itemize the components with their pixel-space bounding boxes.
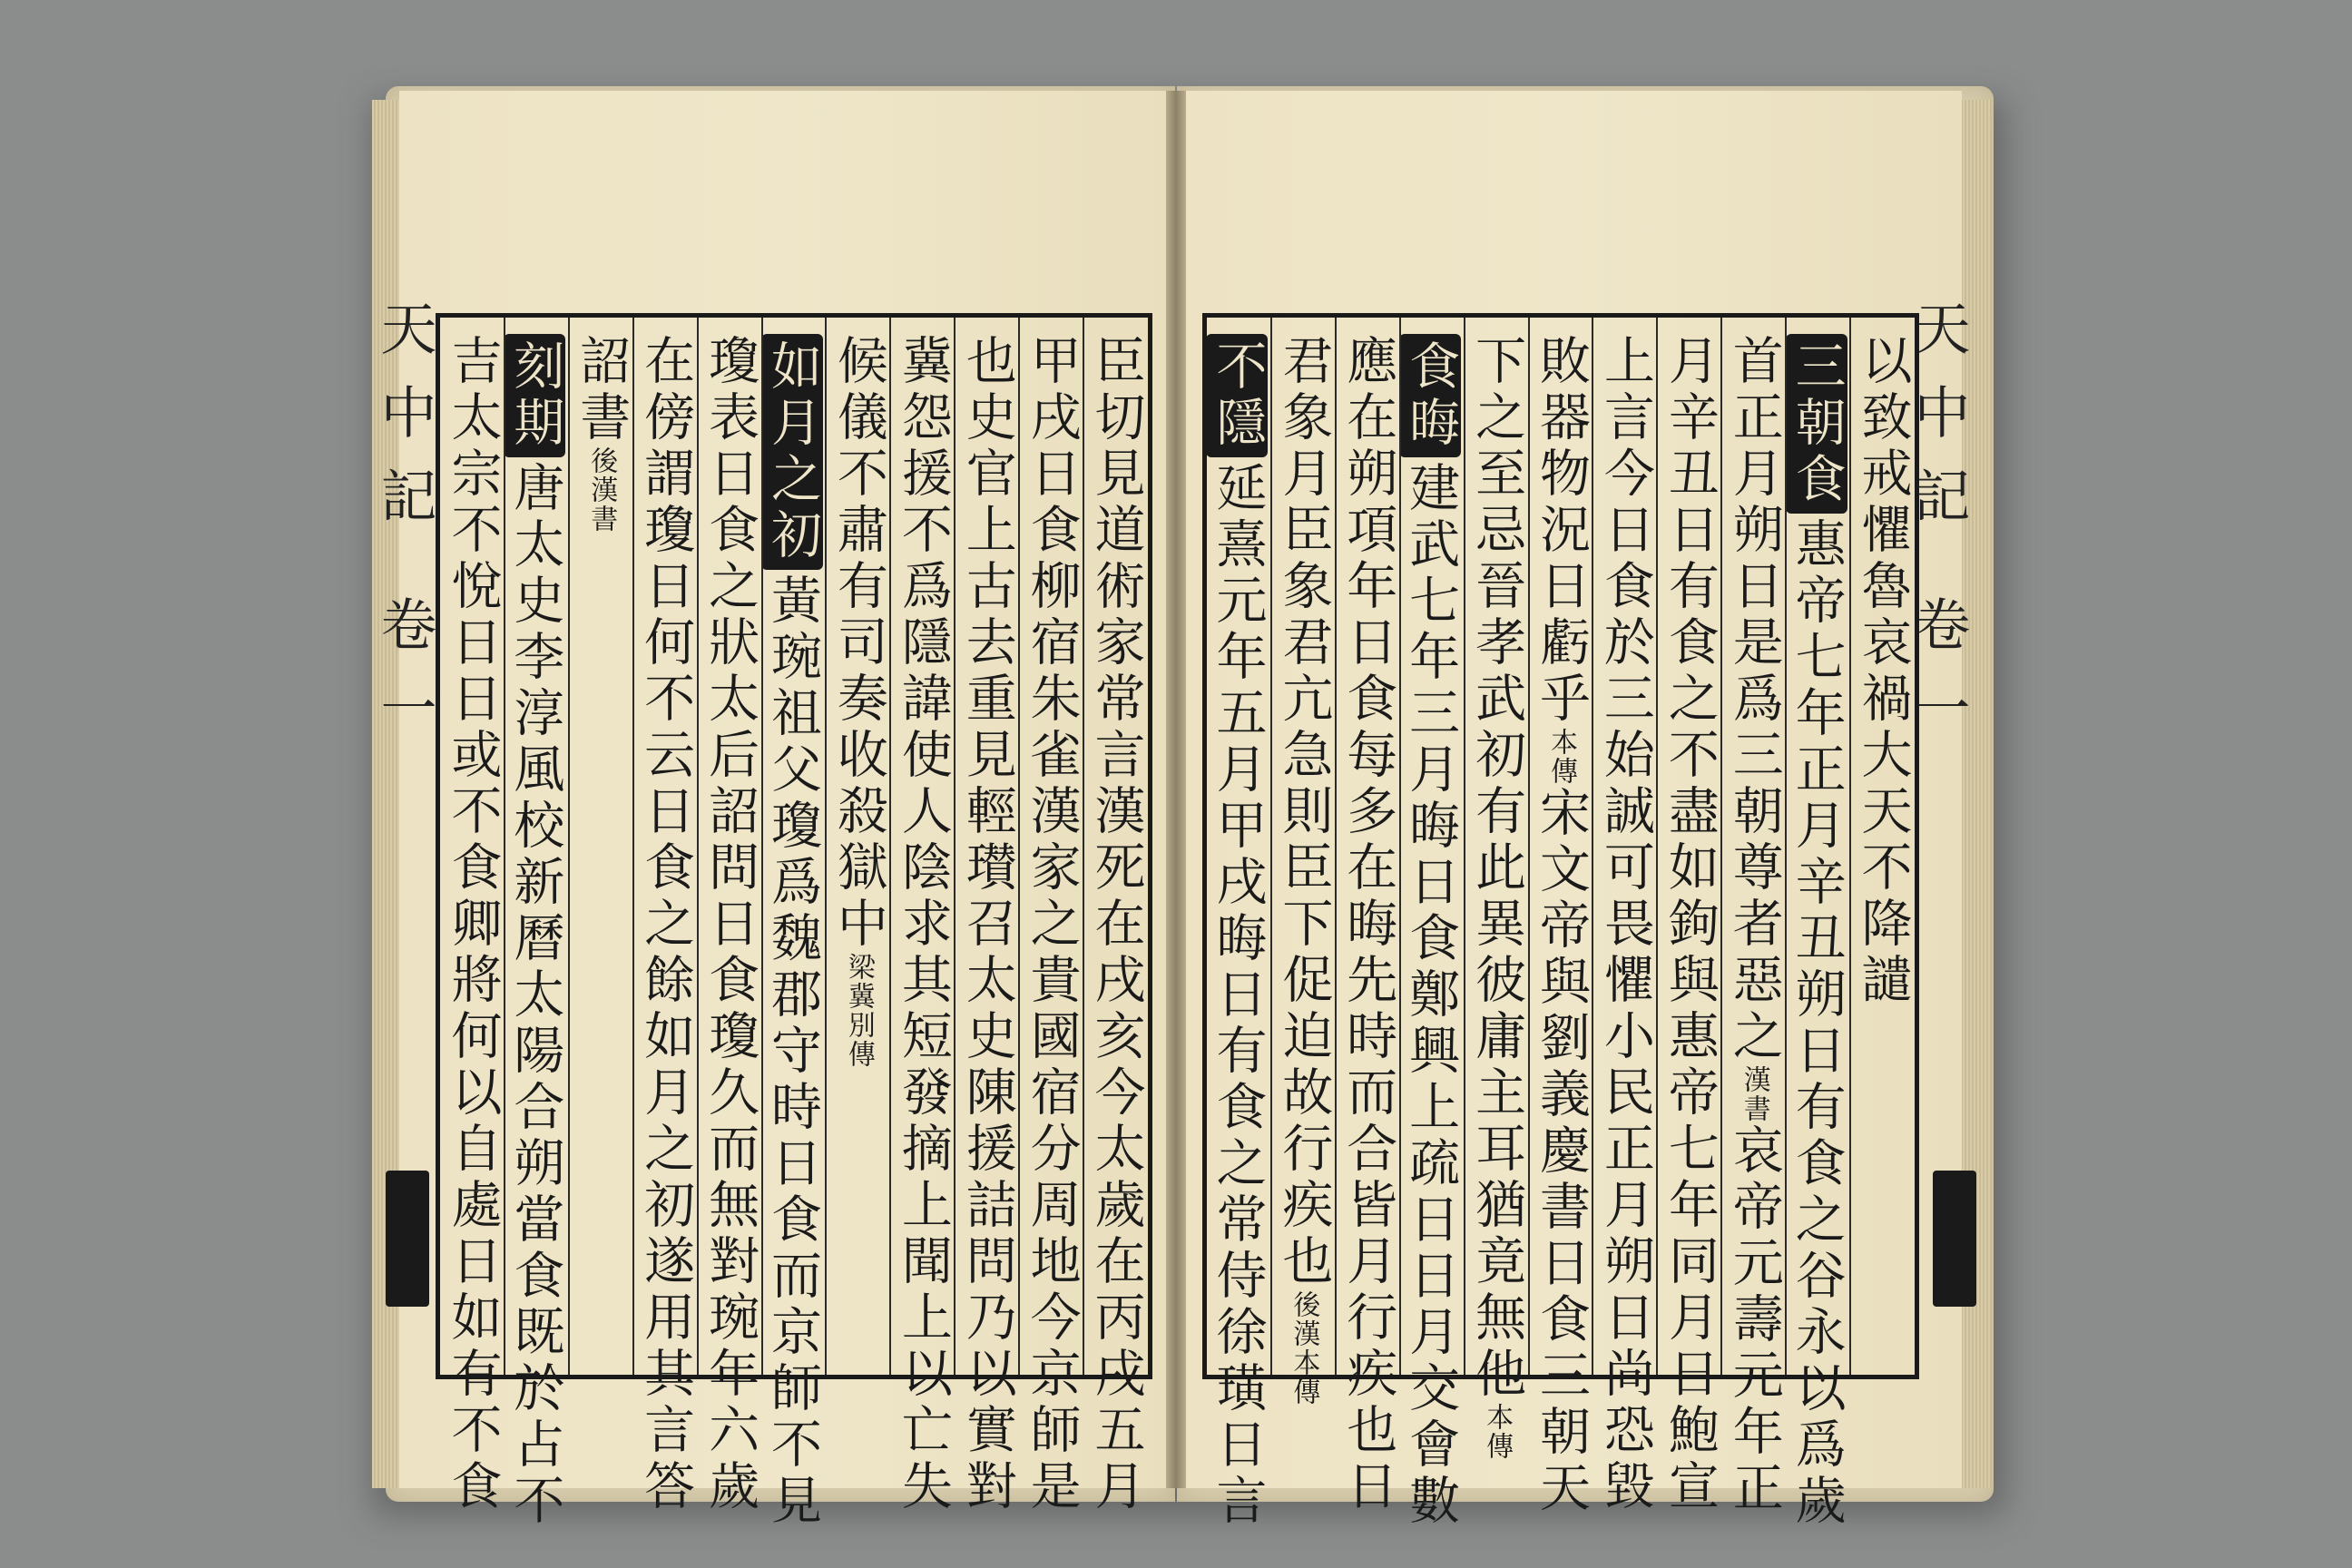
column-text: 黃琬祖父瓊爲魏郡守時日食而京師不見 — [763, 573, 822, 1530]
text-column — [763, 334, 823, 1530]
column-rule — [1270, 318, 1272, 1375]
text-column — [1338, 334, 1398, 1515]
source-note: 梁冀別傳 — [842, 953, 875, 1069]
text-column — [1467, 334, 1527, 1461]
text-column — [1854, 334, 1912, 1359]
heading-tag: 食晦 — [1399, 334, 1461, 457]
column-rule — [568, 318, 570, 1375]
text-column — [1595, 334, 1655, 1515]
text-column — [829, 334, 887, 1359]
column-text: 下之至忌晉孝武初有此異彼庸主耳猶竟無他 — [1467, 334, 1527, 1403]
left-text-frame — [436, 313, 1152, 1530]
book-gutter — [1166, 91, 1186, 1488]
text-column — [1401, 334, 1461, 1530]
column-text: 月辛丑日有食之不盡如鉤與惠帝七年同月日鮑宣 — [1660, 334, 1720, 1515]
column-text: 吉太宗不悅日日或不食卿將何以自處日如有不食 — [443, 334, 503, 1515]
source-note: 後漢書 — [585, 446, 618, 534]
column-text: 首正月朔日是爲三朝尊者惡之 — [1724, 334, 1784, 1065]
column-text: 唐太史李淳風校新曆太陽合朔當食既於占不 — [505, 461, 565, 1530]
column-text: 應在朔項年日食每多在晦先時而合皆月行疾也日 — [1338, 334, 1398, 1515]
text-column — [701, 334, 760, 1515]
column-rule — [1464, 318, 1465, 1375]
column-text: 在傍謂瓊日何不云日食之餘如月之初遂用其言答 — [636, 334, 696, 1515]
text-column — [957, 334, 1017, 1515]
column-text: 敗器物況日虧乎 — [1532, 334, 1591, 728]
heading-tag: 不隱 — [1206, 334, 1268, 457]
column-text: 延熹元年五月甲戌晦日有食之常侍徐璜日言 — [1208, 461, 1268, 1530]
source-note: 漢書 — [1738, 1065, 1770, 1123]
text-column — [443, 334, 503, 1515]
text-column — [1086, 334, 1146, 1515]
source-note: 本傳 — [1481, 1403, 1514, 1461]
left-side-volume-text: 卷一 — [371, 594, 437, 762]
column-text: 建武七年三月晦日食鄭興上疏日日月交會數 — [1401, 461, 1461, 1530]
column-text: 冀怨援不爲隱諱使人陰求其短發摘上聞上以亡失 — [893, 334, 953, 1515]
column-rule — [1335, 318, 1337, 1375]
column-rule — [697, 318, 699, 1375]
source-note: 後漢本傳 — [1288, 1290, 1320, 1406]
text-column — [572, 334, 630, 1359]
column-text-continued: 宋文帝與劉義慶書日食三朝天 — [1532, 786, 1591, 1517]
column-text: 以致戒懼魯哀禍大天不降譴 — [1853, 334, 1913, 1009]
column-rule — [504, 318, 505, 1375]
column-rule — [889, 318, 891, 1375]
column-rule — [761, 318, 763, 1375]
column-text: 瓊表日食之狀太后詔問日食瓊久而無對琬年六歲 — [701, 334, 760, 1515]
column-rule — [1399, 318, 1401, 1375]
column-rule — [1720, 318, 1722, 1375]
column-rule — [1849, 318, 1851, 1375]
text-column — [1532, 334, 1591, 1517]
heading-tag: 三朝食 — [1786, 334, 1847, 514]
column-rule — [1656, 318, 1658, 1375]
column-rule — [1018, 318, 1020, 1375]
text-column — [636, 334, 696, 1515]
text-column — [1724, 334, 1784, 1517]
column-text: 上言今日食於三始誠可畏懼小民正月朔日尚恐毀 — [1595, 334, 1655, 1515]
right-side-volume-text: 卷一 — [1905, 594, 1971, 762]
column-text: 候儀不肅有司奏收殺獄中 — [828, 334, 888, 953]
column-rule — [1528, 318, 1530, 1375]
column-rule — [825, 318, 827, 1375]
source-note: 本傳 — [1545, 728, 1577, 786]
column-rule — [1785, 318, 1787, 1375]
column-text: 也史官上古去重見輕瓉召太史陳援詰問乃以實對 — [957, 334, 1017, 1515]
column-text: 甲戌日食柳宿朱雀漢家之貴國宿分周地今京師是 — [1022, 334, 1082, 1515]
text-column — [1208, 334, 1268, 1530]
text-column — [1787, 334, 1847, 1530]
column-rule — [1083, 318, 1084, 1375]
text-column — [1022, 334, 1082, 1515]
column-rule — [632, 318, 634, 1375]
column-text: 臣切見道術家常言漢死在戌亥今太歲在丙戌五月 — [1086, 334, 1146, 1515]
right-text-frame — [1202, 313, 1919, 1530]
left-side-title-text: 天中記 — [371, 299, 437, 550]
column-text: 惠帝七年正月辛丑朔日有食之谷永以爲歲 — [1787, 517, 1847, 1530]
column-rule — [1592, 318, 1593, 1375]
text-column — [893, 334, 953, 1515]
left-fishtail-block — [386, 1171, 429, 1307]
column-text-continued: 哀帝元壽元年正 — [1724, 1123, 1784, 1517]
text-column — [505, 334, 565, 1530]
column-text: 詔書 — [572, 334, 632, 446]
text-column — [1660, 334, 1720, 1515]
column-text: 君象月臣象君亢急則臣下促迫故行疾也 — [1274, 334, 1334, 1290]
heading-tag: 如月之初 — [761, 334, 823, 570]
right-side-title-text: 天中記 — [1905, 299, 1971, 550]
heading-tag: 刻期 — [504, 334, 565, 457]
right-fishtail-block — [1933, 1171, 1976, 1307]
text-column — [1274, 334, 1334, 1406]
column-rule — [954, 318, 956, 1375]
